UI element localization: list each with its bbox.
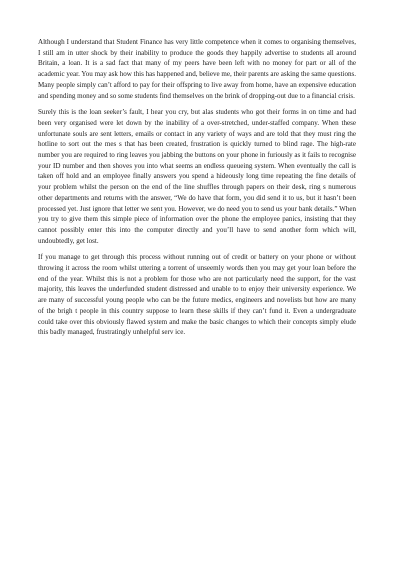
paragraph-1: Although I understand that Student Finance has very little competence when it comes to organising themselves, I still am in utter shock by their inability to produce the goods they happily advertise to students all around Britain, a loan. It is a sad fact that many of my peers have been left with no money for part or all of the academic year. You may ask how this has happened and, believe me, their parents are asking the same questions. Many people simply can’t afford to pay for their offspring to live away from home, have an expensive education and spending money and so some students find themselves on the brink of dropping-out due to a financial crisis.: [38, 38, 356, 100]
paragraph-2: Surely this is the loan seeker’s fault, I hear you cry, but alas students who got their forms in on time and had been very organised were let down by the inability of a over-stretched, under-staffed company. When these unfortunate souls are sent letters, emails or contact in any variety of ways and are told that they must ring the hotline to sort out the mes s that has been created, frustration is quickly turned to blind rage. The high-rate number you are required to ring leaves you jabbing the buttons on your phone in furiously as it fails to recognise your ID number and then shoves you into what seems an endless queueing system. When eventually the call is taken off hold and an employee finally answers you spend a hideously long time repeating the fine details of your problem whilst the person on the end of the line shuffles through papers on their desk, ring s numerous other departments and returns with the answer, “We do have that form, you did send it to us, but it hasn’t been processed yet. Just ignore that letter we sent you. However, we do need you to send us your bank details.” When you try to give them this simple piece of information over the phone the employee panics, insisting that they cannot possibly enter this into the computer directly and you’ll have to send another form which will, undoubtedly, get lost.: [38, 108, 356, 245]
paragraph-3: If you manage to get through this process without running out of credit or battery on your phone or without throwing it across the room whilst uttering a torrent of unseemly words then you may get your loan before the end of the year. Whilst this is not a problem for those who are not particularly need the support, for the vast majority, this leaves the underfunded student distressed and unable to to enjoy their university experience. We are many of successful young people who can be the future medics, engineers and novelists but how are many of the brigh t people in this country suppose to learn these skills if they can’t fund it. Even a undergraduate could take over this obviously flawed system and make the basic changes to which their concepts simply elude this badly managed, frustratingly unhelpful serv ice.: [38, 253, 356, 337]
document-body: [38, 37, 356, 344]
